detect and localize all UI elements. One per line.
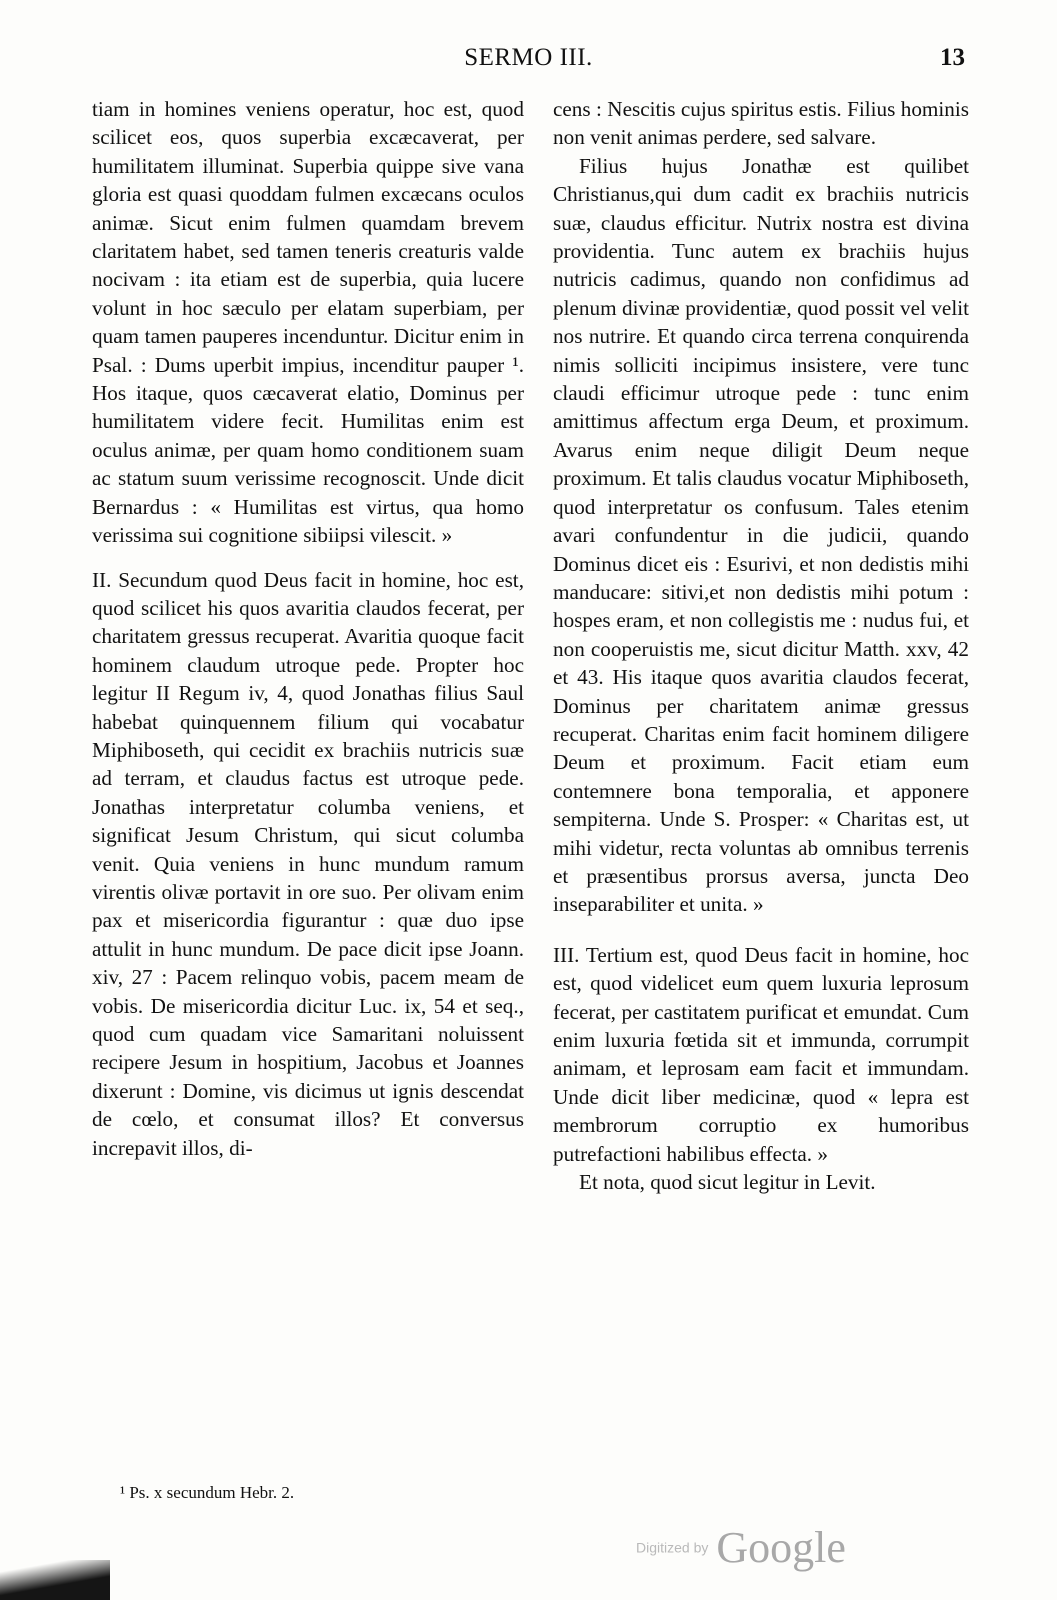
paragraph-left-2: II. Secundum quod Deus facit in homine, hoc est, quod scilicet his quos avaritia claudos fecerat, per charitatem gressus recuperat. Avaritia quoque facit hominem claudum utroque pede. Propter hoc legitur II Regum iv, 4, quod Jonathas filius Saul habebat quinquennem filium qui vocabatur Miphiboseth, qui cecidit ex brachiis nutricis suæ ad terram, et claudus factus est utroque pede. Jonathas interpretatur columba veniens, et significat Jesum Christum, qui sicut columba venit. Quia veniens in hunc mundum ramum virentis olivæ portavit in ore suo. Per olivam enim pax et misericordia figurantur : quæ duo ipse attulit in hunc mundum. De pace dicit ipse Joann. xiv, 27 : Pacem relinquo vobis, pacem meam de vobis. De misericordia dicitur Luc. ix, 54 et seq., quod cum quadam vice Samaritani noluissent recipere Jesum in hospitium, Jacobus et Joannes dixerunt : Domine, vis dicimus ut ignis descendat de cœlo, et consumat illos? Et conversus increpavit illos, di- bbox=[92, 567, 524, 1160]
google-logo: Google bbox=[716, 1523, 846, 1572]
footnote: ¹ Ps. x secundum Hebr. 2. bbox=[120, 1483, 295, 1502]
right-column bbox=[553, 95, 969, 1196]
paragraph-right-1: cens : Nescitis cujus spiritus estis. Filius hominis non venit animas perdere, sed salvare. bbox=[553, 97, 969, 150]
paragraph-right-4: Et nota, quod sicut legitur in Levit. bbox=[579, 1170, 876, 1195]
digitized-watermark bbox=[636, 1522, 846, 1573]
paragraph-right-2: Filius hujus Jonathæ est quilibet Christianus,qui dum cadit ex brachiis nutricis suæ, claudus efficitur. Nutrix nostra est divina providentia. Tunc autem ex brachiis hujus nutricis cadimus, quando non confidimus ad plenum divinæ providentiæ, quod possit vel velit nos nutrire. Et quando circa terrena conquirenda nimis solliciti incipimus insistere, vere tunc claudi efficimur utroque pede : tunc enim amittimus affectum erga Deum, et proximum. Avarus enim neque diligit Deum neque proximum. Et talis claudus vocatur Miphiboseth, quod interpretatur os confusum. Tales etenim avari confundentur in die judicii, quando Dominus dicet eis : Esurivi, et non dedistis mihi manducare: sitivi,et non dedistis mihi potum : hospes eram, et non collegistis me : nudus fui, et non cooperuistis me, sicut dicitur Matth. xxv, 42 et 43. His itaque quos avaritia claudos fecerat, Dominus per charitatem animæ gressus recuperat. Charitas enim facit hominem diligere Deum et proximum. Facit etiam eum contemnere bona temporalia, et apponere sempiterna. Unde S. Prosper: « Charitas est, ut mihi videtur, recta voluntas ab omnibus terrenis et præsentibus prorsus aversa, juncta Deo inseparabiliter et unita. » bbox=[553, 153, 969, 917]
page-number: 13 bbox=[940, 44, 965, 71]
left-column bbox=[92, 95, 524, 1162]
watermark-prefix: Digitized by bbox=[636, 1539, 709, 1556]
running-head bbox=[0, 44, 1057, 84]
paragraph-left-1: tiam in homines veniens operatur, hoc est, quod scilicet eos, quos superbia excæcaverat, per humilitatem illuminat. Superbia quippe sive vana gloria est quasi quoddam fulmen excæcans oculos animæ. Sicut enim fulmen quamdam brevem claritatem habet, sed tamen teneris creaturis valde nocivam : ita etiam est de superbia, quia lucere volunt in hoc sæculo per elatam superbiam, per quam tamen pauperes incenduntur. Dicitur enim in Psal. : Dums uperbit impius, incenditur pauper ¹. Hos itaque, quos cæcaverat elatio, Dominus per humilitatem videre fecit. Humilitas enim est oculus animæ, per quam homo conditionem suam ac statum suum verissime recognoscit. Unde dicit Bernardus : « Humilitas est virtus, qua homo verissima sui cognitione sibiipsi vilescit. » bbox=[92, 97, 524, 548]
scan-edge-shadow bbox=[0, 1560, 110, 1600]
paragraph-right-3: III. Tertium est, quod Deus facit in homine, hoc est, quod videlicet eum quem luxuria leprosum fecerat, per castitatem purificat et emundat. Cum enim luxuria fœtida sit et immunda, corrumpit animam, et leprosam eam facit et immundam. Unde dicit liber medicinæ, quod « lepra est membrorum corruptio ex humoribus putrefactioni habilibus effecta. » bbox=[553, 942, 969, 1166]
running-title: SERMO III. bbox=[464, 44, 593, 71]
